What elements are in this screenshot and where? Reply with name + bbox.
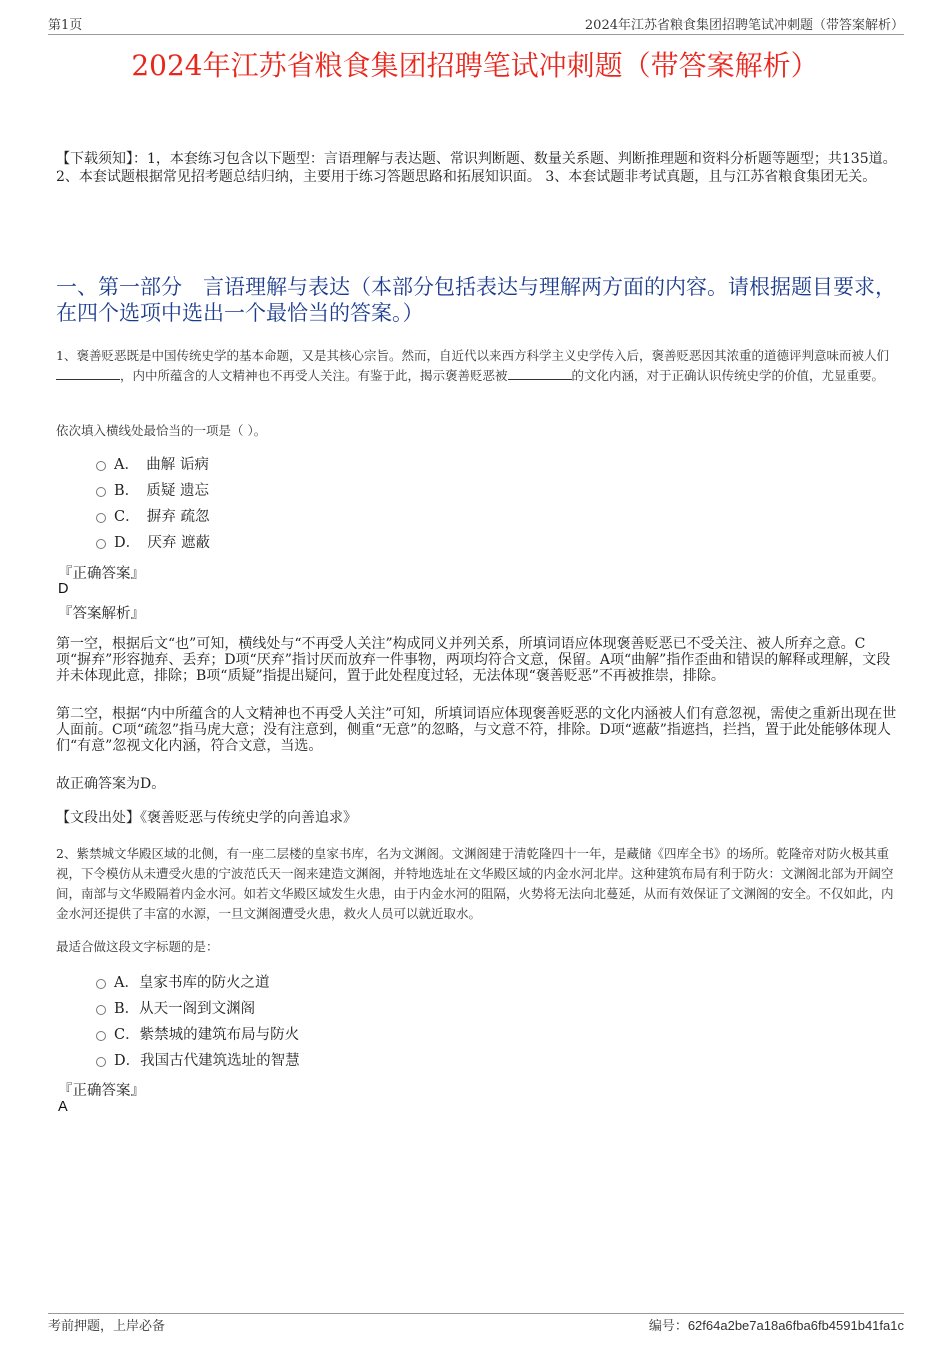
q1-source: 【文段出处】《褒善贬恶与传统史学的向善追求》 xyxy=(56,810,357,826)
q1-option-d[interactable] xyxy=(96,530,210,556)
option-label: A．皇家书库的防火之道 xyxy=(114,975,270,991)
q1-analysis-paragraph-2: 第二空，根据“内中所蕴含的人文精神也不再受人关注”可知，所填词语应体现褒善贬恶的文化内涵被人们有意忽视，需使之重新出现在世人面前。C项“疏忽”指马虎大意；没有注意到，侧重“无意”的忽略，与文意不符，排除。D项“遮蔽”指遮挡，拦挡，置于此处能够体现人们“有意”忽视文化内涵，符合文意，当选。 xyxy=(56,706,897,754)
section-heading: 一、第一部分 言语理解与表达（本部分包括表达与理解两方面的内容。请根据题目要求，在四个选项中选出一个最恰当的答案。） xyxy=(56,275,896,325)
option-label: C．紫禁城的建筑布局与防火 xyxy=(114,1027,300,1043)
option-label: B． 质疑 遗忘 xyxy=(114,483,210,499)
radio-icon[interactable] xyxy=(96,461,106,471)
radio-icon[interactable] xyxy=(96,487,106,497)
question-2-options xyxy=(96,970,300,1074)
q1-text-part-c: 的文化内涵，对于正确认识传统史学的价值，尤显重要。 xyxy=(571,368,885,383)
question-1-options xyxy=(96,452,210,556)
q1-option-b[interactable] xyxy=(96,478,210,504)
q1-analysis-paragraph-1: 第一空，根据后文“也”可知，横线处与“不再受人关注”构成同义并列关系，所填词语应体现褒善贬恶已不受关注、被人所弃之意。C项“摒弃”形容抛弃、丢弃；D项“厌弃”指讨厌而放弃一件事物，两项均符合文意，保留。A项“曲解”指作歪曲和错误的解释或理解，文段并未体现此意，排除；B项“质疑”指提出疑问，置于此处程度过轻，无法体现“褒善贬恶”不再被推崇，排除。 xyxy=(56,636,891,684)
page-footer xyxy=(48,1313,904,1334)
question-1-text xyxy=(56,346,898,386)
question-2-prompt: 最适合做这段文字标题的是： xyxy=(56,939,219,954)
q2-answer-label: 『正确答案』 xyxy=(58,1083,145,1099)
question-1-prompt: 依次填入横线处最恰当的一项是（ ）。 xyxy=(56,423,267,438)
radio-icon[interactable] xyxy=(96,1031,106,1041)
q2-option-c[interactable] xyxy=(96,1022,300,1048)
fill-blank-2 xyxy=(508,367,572,380)
option-label: D． 厌弃 遮蔽 xyxy=(114,535,210,551)
q1-correct-answer-statement: 故正确答案为D。 xyxy=(56,776,166,792)
header-doc-title: 2024年江苏省粮食集团招聘笔试冲刺题（带答案解析） xyxy=(584,18,904,33)
q2-option-a[interactable] xyxy=(96,970,300,996)
q2-option-d[interactable] xyxy=(96,1048,300,1074)
q2-option-b[interactable] xyxy=(96,996,300,1022)
radio-icon[interactable] xyxy=(96,1057,106,1067)
page-header xyxy=(48,14,904,35)
q2-answer: A xyxy=(58,1099,68,1115)
q1-text-part-b: ，内中所蕴含的人文精神也不再受人关注。有鉴于此，揭示褒善贬恶被 xyxy=(120,368,508,383)
q1-option-c[interactable] xyxy=(96,504,210,530)
option-label: A． 曲解 诟病 xyxy=(114,457,209,473)
page-number: 第1页 xyxy=(48,18,83,33)
q1-text-part-a: 1、褒善贬恶既是中国传统史学的基本命题，又是其核心宗旨。然而，自近代以来西方科学主义史学传入后，褒善贬恶因其浓重的道德评判意味而被人们 xyxy=(56,348,889,363)
radio-icon[interactable] xyxy=(96,1005,106,1015)
document-title: 2024年江苏省粮食集团招聘笔试冲刺题（带答案解析） xyxy=(131,49,819,82)
download-notice: 【下载须知】：1，本套练习包含以下题型：言语理解与表达题、常识判断题、数量关系题、判断推理题和资料分析题等题型；共135道。 2、本套试题根据常见招考题总结归纳，主要用于练习答题思路和拓展知识面。 3、本套试题非考试真题，且与江苏省粮食集团无关。 xyxy=(56,151,897,185)
fill-blank-1 xyxy=(56,367,120,380)
q1-analysis-label: 『答案解析』 xyxy=(58,606,145,622)
option-label: C． 摒弃 疏忽 xyxy=(114,509,210,525)
q1-answer-label: 『正确答案』 xyxy=(58,566,145,582)
footer-serial-number: 编号：62f64a2be7a18a6fba6fb4591b41fa1c xyxy=(648,1318,904,1333)
radio-icon[interactable] xyxy=(96,539,106,549)
footer-slogan: 考前押题，上岸必备 xyxy=(48,1319,166,1334)
radio-icon[interactable] xyxy=(96,513,106,523)
question-2-text: 2、紫禁城文华殿区域的北侧，有一座二层楼的皇家书库，名为文渊阁。文渊阁建于清乾隆四十一年，是藏储《四库全书》的场所。乾隆帝对防火极其重视，下令模仿从未遭受火患的宁波范氏天一阁来建造文渊阁，并特地选址在文华殿区域的内金水河北岸。这种建筑布局有利于防火：文渊阁北部为开阔空间，南部与文华殿隔着内金水河。如若文华殿区域发生火患，由于内金水河的阻隔，火势将无法向北蔓延，从而有效保证了文渊阁的安全。不仅如此，内金水河还提供了丰富的水源，一旦文渊阁遭受火患，救火人员可以就近取水。 xyxy=(56,846,894,921)
q1-answer: D xyxy=(58,581,69,597)
option-label: B．从天一阁到文渊阁 xyxy=(114,1001,256,1017)
q1-option-a[interactable] xyxy=(96,452,210,478)
radio-icon[interactable] xyxy=(96,979,106,989)
option-label: D．我国古代建筑选址的智慧 xyxy=(114,1053,300,1069)
